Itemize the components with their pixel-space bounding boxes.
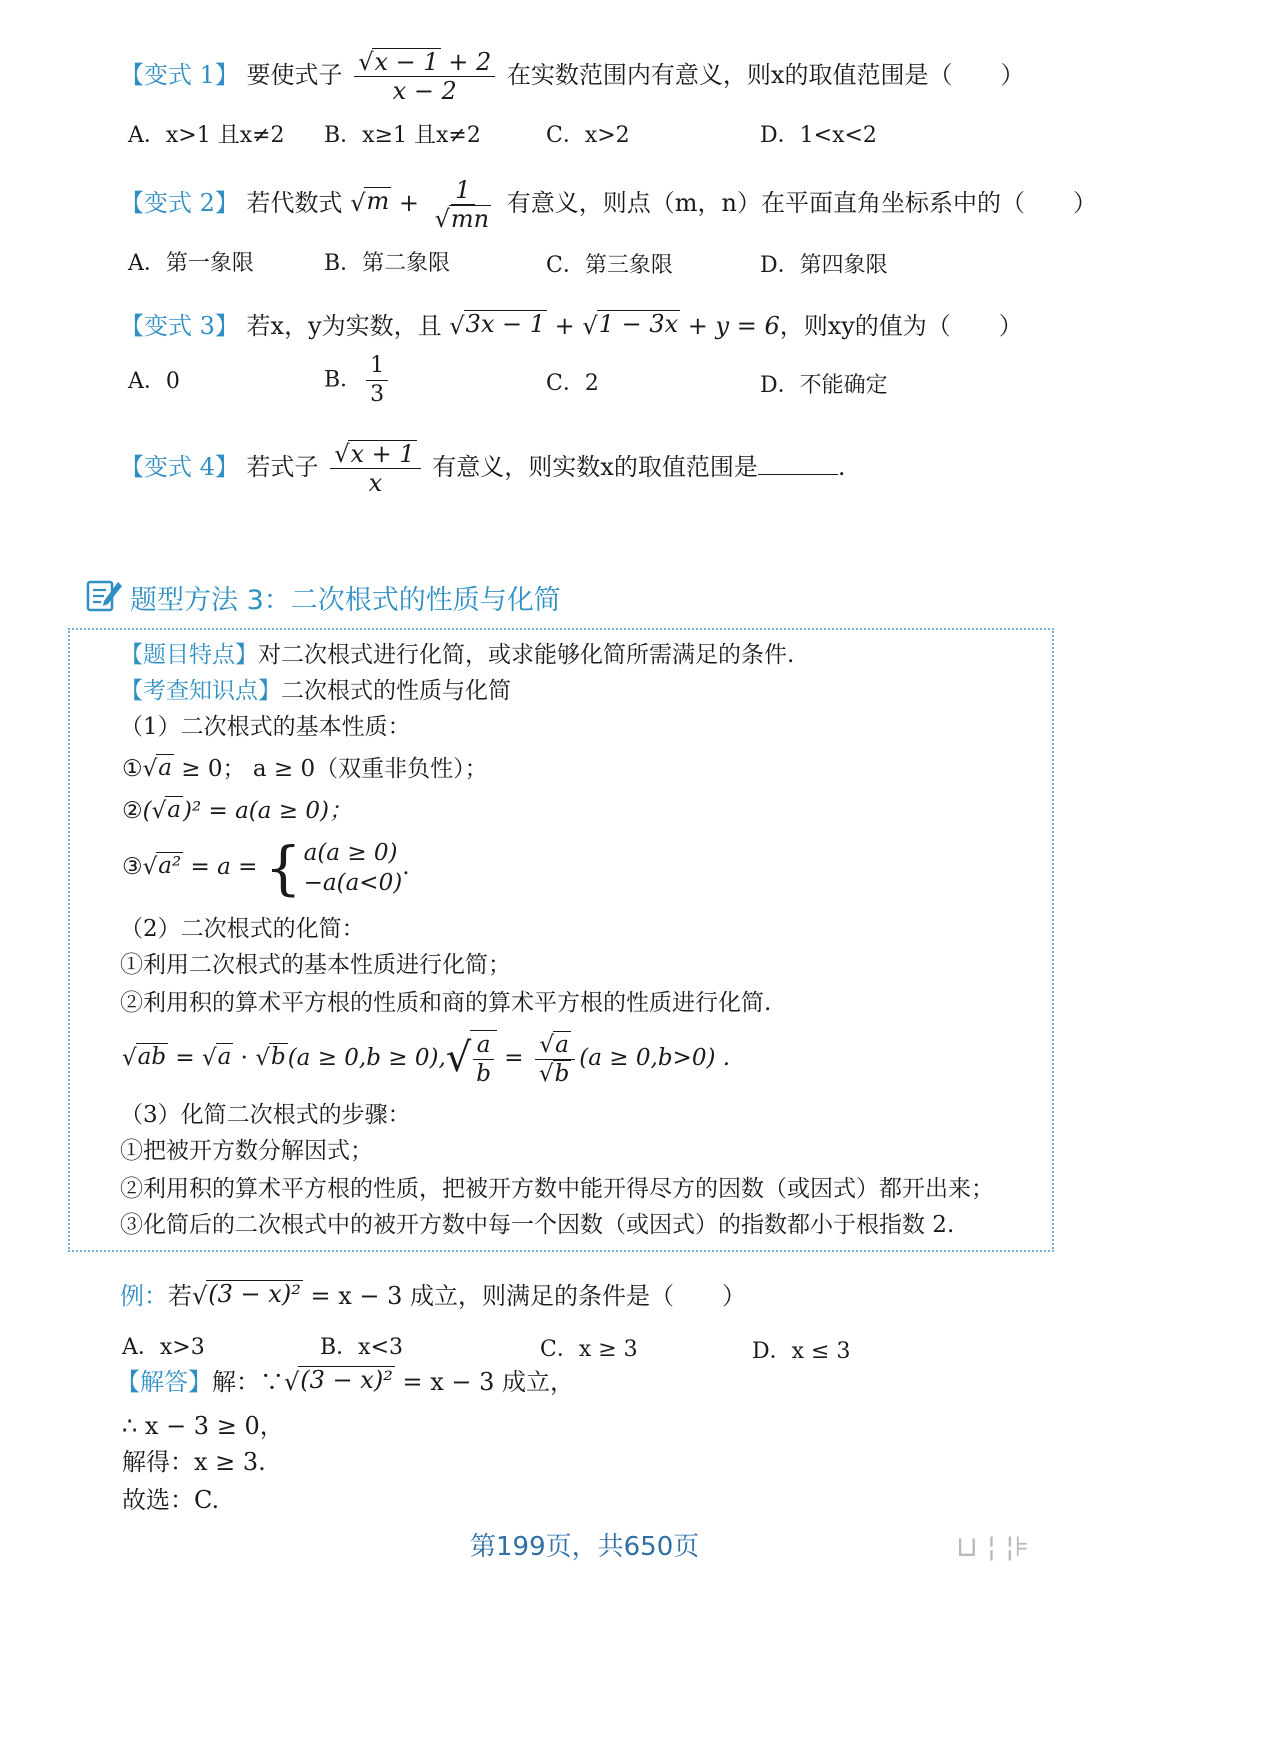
variant-3-tag: 【变式 3】 [120, 312, 239, 340]
variant-1-num-rest: + 2 [440, 48, 492, 76]
variant-1-tag: 【变式 1】 [120, 61, 239, 89]
property-1-mark: ① [122, 756, 143, 782]
property-2-radicand: a [165, 796, 183, 826]
feature-line [120, 640, 794, 670]
knowledge-text: 二次根式的性质与化简 [281, 678, 511, 704]
variant-4-question [120, 440, 845, 497]
formula-quotient: √ a √ b [535, 1031, 575, 1088]
answer-line-2: ∴ x − 3 ≥ 0， [122, 1412, 284, 1440]
property-2: ②( √ a )² = a(a ≥ 0)； [122, 797, 352, 824]
formula-radicand-b: b [269, 1043, 288, 1073]
variant-2-option-c: C．第三象限 [546, 253, 673, 278]
variant-4-denominator: x [368, 469, 383, 497]
variant-3-option-a: A．0 [128, 369, 180, 394]
property-3-radicand: a² [156, 852, 183, 882]
property-1-text: ≥ 0； a ≥ 0（双重非负性）； [174, 756, 488, 782]
knowledge-tag: 【考查知识点】 [120, 678, 281, 704]
feature-text: 对二次根式进行化简，或求能够化简所需满足的条件. [258, 642, 795, 668]
variant-2-tag: 【变式 2】 [120, 189, 239, 217]
variant-4-pre: 若式子 [246, 453, 319, 481]
variant-2-pre: 若代数式 [246, 189, 343, 217]
formula-quotient-den: b [554, 1060, 570, 1087]
variant-2-option-b: B．第二象限 [324, 251, 451, 276]
variant-3-radicand-2: 1 − 3x [597, 310, 680, 342]
property-3-cases: { a(a ≥ 0) −a(a<0) [264, 834, 403, 902]
feature-tag: 【题目特点】 [120, 642, 258, 668]
answer-line-1: 【解答】解：∵ √ (3 − x)² = x − 3 成立， [116, 1366, 574, 1396]
formula-eq-1: = [168, 1045, 202, 1071]
example-question: 例：若 √ (3 − x)² = x − 3 成立，则满足的条件是（ ） [120, 1280, 746, 1310]
simplify-heading: （2）二次根式的化简： [120, 916, 365, 942]
answer-line-4: 故选：C. [122, 1486, 220, 1514]
variant-3-post: ，则xy的值为（ ） [779, 312, 1023, 340]
step-1: ①把被开方数分解因式； [120, 1138, 373, 1164]
simplify-1: ①利用二次根式的基本性质进行化简； [120, 952, 511, 978]
answer-line-1-pre: 解：∵ [212, 1368, 284, 1396]
knowledge-line [120, 676, 511, 706]
example-tag: 例： [120, 1282, 168, 1310]
example-option-c: C．x ≥ 3 [540, 1337, 638, 1362]
variant-4-tag: 【变式 4】 [120, 453, 239, 481]
variant-2-den-radicand: mn [450, 205, 490, 233]
step-3: ③化简后的二次根式中的被开方数中每一个因数（或因式）的指数都小于根指数 2. [120, 1212, 955, 1238]
property-2-pre: ( [142, 798, 152, 824]
example-pre: 若 [168, 1282, 192, 1310]
property-3-case-1: a(a ≥ 0) [303, 840, 398, 866]
variant-2-fraction: 1 √ mn [434, 176, 490, 233]
variant-2-option-a: A．第一象限 [128, 251, 254, 276]
variant-4-post: 有意义，则实数x的取值范围是 [432, 453, 758, 481]
root-formula: √ ab = √ a · √ b (a ≥ 0,b ≥ 0), √ $\frac{a}{b}$ = √ a √ b (a ≥ 0,b>0) . [122, 1031, 731, 1087]
variant-2-option-d: D．第四象限 [760, 253, 888, 278]
formula-quotient-num: a [555, 1031, 569, 1058]
steps-heading: （3）化简二次根式的步骤： [120, 1102, 411, 1128]
section-title: 题型方法 3：二次根式的性质与化简 [130, 585, 561, 616]
variant-1-option-b: B．x≥1 且x≠2 [324, 123, 481, 148]
formula-condition-1: (a ≥ 0,b ≥ 0), [287, 1045, 446, 1071]
page-number: 第199页，共650页 [470, 1532, 700, 1562]
example-option-b: B．x<3 [320, 1335, 404, 1360]
variant-3-plus: + [547, 312, 583, 340]
variant-1-denominator: x − 2 [392, 77, 457, 105]
notebook-pencil-icon [86, 578, 124, 618]
example-post: = x − 3 成立，则满足的条件是（ ） [302, 1282, 746, 1310]
variant-4-end: . [837, 453, 846, 481]
variant-2-radicand: m [364, 187, 391, 219]
variant-3-option-d: D．不能确定 [760, 373, 888, 398]
answer-line-3: 解得：x ≥ 3. [122, 1448, 266, 1476]
formula-frac-num: a [473, 1031, 495, 1060]
variant-3-option-b [324, 352, 392, 409]
property-3-end: . [402, 854, 410, 880]
formula-radicand-ab: ab [136, 1043, 168, 1073]
formula-condition-2: (a ≥ 0,b>0) . [579, 1045, 731, 1071]
variant-3-pre: 若x，y为实数，且 [246, 312, 442, 340]
variant-1-option-c: C．x>2 [546, 123, 630, 148]
property-2-mark: ② [122, 798, 143, 824]
step-2: ②利用积的算术平方根的性质，把被开方数中能开得尽方的因数（或因式）都开出来； [120, 1176, 994, 1202]
property-1-radicand: a [156, 754, 174, 784]
variant-1-option-a: A．x>1 且x≠2 [128, 123, 285, 148]
property-heading: （1）二次根式的基本性质： [120, 714, 411, 740]
variant-1-option-d: D．1<x<2 [760, 123, 877, 148]
variant-4-radicand: x + 1 [350, 440, 415, 468]
variant-3-rest: + y = 6 [680, 312, 780, 340]
example-radicand: (3 − x)² [206, 1280, 303, 1312]
variant-3-option-b-num: 1 [366, 352, 388, 381]
variant-1-radicand: x − 1 [374, 48, 439, 76]
answer-radicand: (3 − x)² [298, 1366, 395, 1398]
scan-marks-icon: ⊔ ¦ ¦⊧ [956, 1530, 1030, 1563]
formula-dot: · [233, 1045, 256, 1071]
variant-4-answer-blank [758, 452, 838, 475]
variant-2-plus: + [391, 189, 427, 217]
variant-3-question: 【变式 3】 若x，y为实数，且 √ 3x − 1 + √ 1 − 3x + y = 6，则xy的值为（ ） [120, 310, 1023, 340]
property-3-eq: = a = [183, 854, 265, 880]
formula-radicand-a: a [216, 1043, 234, 1073]
variant-3-option-b-label: B． [324, 367, 363, 393]
variant-4-fraction: √ x + 1 x [330, 440, 420, 497]
property-1: ① √ a ≥ 0； a ≥ 0（双重非负性）； [122, 755, 488, 782]
property-3: ③ √ a² = a = { a(a ≥ 0) −a(a<0) . [122, 834, 410, 902]
formula-eq-2: = [497, 1045, 531, 1071]
example-option-a: A．x>3 [122, 1335, 205, 1360]
formula-frac-den: b [476, 1061, 491, 1087]
example-option-d: D．x ≤ 3 [752, 1339, 851, 1364]
variant-1-question [120, 48, 1024, 105]
answer-line-1-post: = x − 3 成立， [394, 1368, 574, 1396]
variant-3-radicand-1: 3x − 1 [464, 310, 547, 342]
property-3-case-2: −a(a<0) [303, 870, 403, 896]
property-3-mark: ③ [122, 854, 143, 880]
variant-3-option-c: C．2 [546, 371, 599, 396]
simplify-2: ②利用积的算术平方根的性质和商的算术平方根的性质进行化简. [120, 990, 772, 1016]
property-2-text: )² = a(a ≥ 0)； [182, 798, 352, 824]
variant-1-fraction: √ x − 1 + 2 x − 2 [354, 48, 495, 105]
variant-1-pre: 要使式子 [246, 61, 343, 89]
variant-1-post: 在实数范围内有意义，则x的取值范围是（ ） [506, 61, 1025, 89]
variant-2-post: 有意义，则点（m，n）在平面直角坐标系中的（ ） [506, 189, 1097, 217]
variant-3-option-b-den: 3 [370, 382, 385, 407]
variant-2-question: 【变式 2】 若代数式 √ m + 1 √ mn 有意义，则点（m，n）在平面直角坐标系中的（ ） [120, 176, 1097, 233]
answer-tag: 【解答】 [116, 1368, 212, 1396]
variant-2-numerator: 1 [451, 176, 474, 205]
